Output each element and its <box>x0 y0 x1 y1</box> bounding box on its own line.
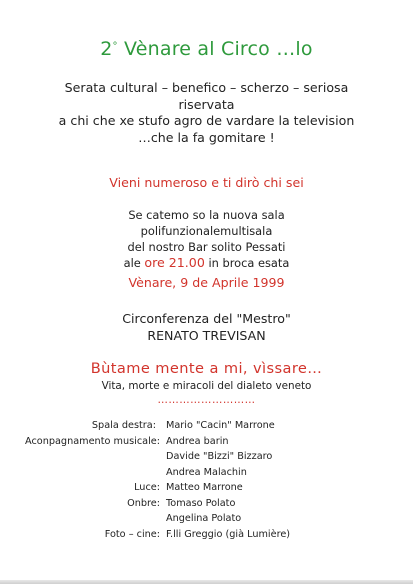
intro-line: riservata <box>178 96 235 112</box>
show-subtitle: Vita, morte e miracoli del dialeto veneto <box>101 380 312 392</box>
title-ordinal-mark: ° <box>112 41 118 52</box>
credit-row <box>0 434 413 450</box>
credit-role: Luce: <box>134 482 160 493</box>
title-text: Vènare al Circo …lo <box>124 38 313 60</box>
event-date: Vènare, 9 de Aprile 1999 <box>128 275 285 290</box>
credit-name: Angelina Polato <box>166 513 242 524</box>
title-ordinal: 2 <box>100 38 113 60</box>
credit-row <box>0 527 413 543</box>
credit-name: Matteo Marrone <box>166 482 243 493</box>
credit-role: Onbre: <box>127 497 160 509</box>
credit-name: Davide "Bizzi" Bizzaro <box>166 451 273 462</box>
conference-block <box>0 310 413 344</box>
credits-list <box>0 418 413 542</box>
credit-row <box>0 465 413 481</box>
credit-role <box>0 449 166 465</box>
credit-row <box>0 496 413 512</box>
credit-row <box>0 511 413 527</box>
time-prefix: ale <box>123 256 141 270</box>
credit-name: Tomaso Polato <box>166 497 236 509</box>
time-suffix: in broca esata <box>208 256 290 270</box>
credit-role <box>0 511 166 527</box>
conference-label: Circonferenza del "Mestro" <box>122 311 291 326</box>
credit-name: Andrea barin <box>166 435 229 447</box>
page-title <box>0 38 413 60</box>
intro-line: Serata cultural – benefico – scherzo – seriosa <box>64 80 349 95</box>
time-line <box>0 255 413 271</box>
credit-name: Mario "Cacin" Marrone <box>166 420 275 431</box>
credit-name: F.lli Greggio (già Lumière) <box>166 528 291 540</box>
credit-role: Foto – cine: <box>104 528 160 540</box>
venue-block <box>0 207 413 271</box>
credit-name: Andrea Malachin <box>166 466 247 478</box>
intro-line: …che la fa gomitare ! <box>138 129 275 145</box>
show-title: Bùtame mente a mi, vìssare… <box>90 360 323 377</box>
credit-row <box>0 449 413 465</box>
credit-role: Aconpagnamento musicale: <box>25 435 160 447</box>
invite-line: Vieni numeroso e ti dirò chi sei <box>109 175 304 190</box>
venue-line: polifunzionalemultisala <box>140 224 273 238</box>
dotted-divider: ……………………… <box>157 394 256 406</box>
time-value: ore 21.00 <box>144 255 205 270</box>
credit-row <box>0 480 413 496</box>
page-bottom-edge <box>0 580 413 584</box>
speaker-name: RENATO TREVISAN <box>147 328 266 343</box>
venue-line: del nostro Bar solito Pessati <box>127 240 286 254</box>
credit-row <box>0 418 413 434</box>
credit-role <box>0 465 166 481</box>
intro-line: a chi che xe stufo agro de vardare la television <box>58 113 355 128</box>
intro-block <box>0 80 413 146</box>
venue-line: Se catemo so la nuova sala <box>128 208 285 222</box>
credit-role: Spala destra: <box>91 420 156 431</box>
